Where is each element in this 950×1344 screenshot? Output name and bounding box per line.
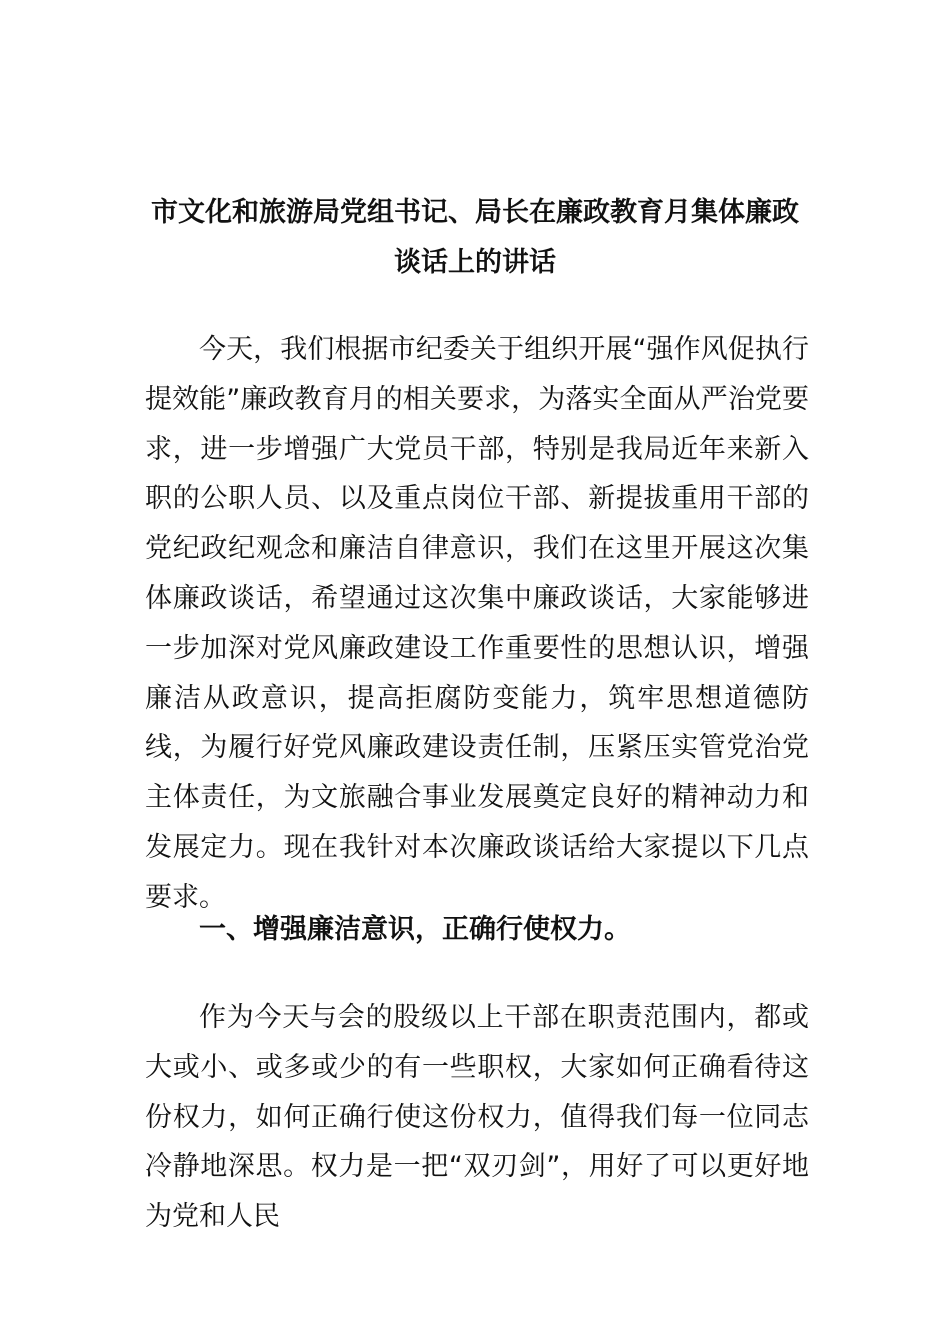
body-paragraph-2: 作为今天与会的股级以上干部在职责范围内，都或大或小、或多或少的有一些职权，大家如何正确看待这份权力，如何正确行使这份权力，值得我们每一位同志冷静地深思。权力是一把“双刃剑”，用好了可以更好地为党和人民 xyxy=(145,1002,809,1233)
section-heading-1: 一、增强廉洁意识，正确行使权力。 xyxy=(199,914,631,945)
body-paragraph-1: 今天，我们根据市纪委关于组织开展“强作风促执行提效能”廉政教育月的相关要求，为落实全面从严治党要求，进一步增强广大党员干部，特别是我局近年来新入职的公职人员、以及重点岗位干部、新提拔重用干部的党纪政纪观念和廉洁自律意识，我们在这里开展这次集体廉政谈话，希望通过这次集中廉政谈话，大家能够进一步加深对党风廉政建设工作重要性的思想认识，增强廉洁从政意识，提高拒腐防变能力，筑牢思想道德防线，为履行好党风廉政建设责任制，压紧压实管党治党主体责任，为文旅融合事业发展奠定良好的精神动力和发展定力。现在我针对本次廉政谈话给大家提以下几点要求。 xyxy=(145,334,809,913)
document-title: 市文化和旅游局党组书记、局长在廉政教育月集体廉政谈话上的讲话 xyxy=(151,197,799,278)
